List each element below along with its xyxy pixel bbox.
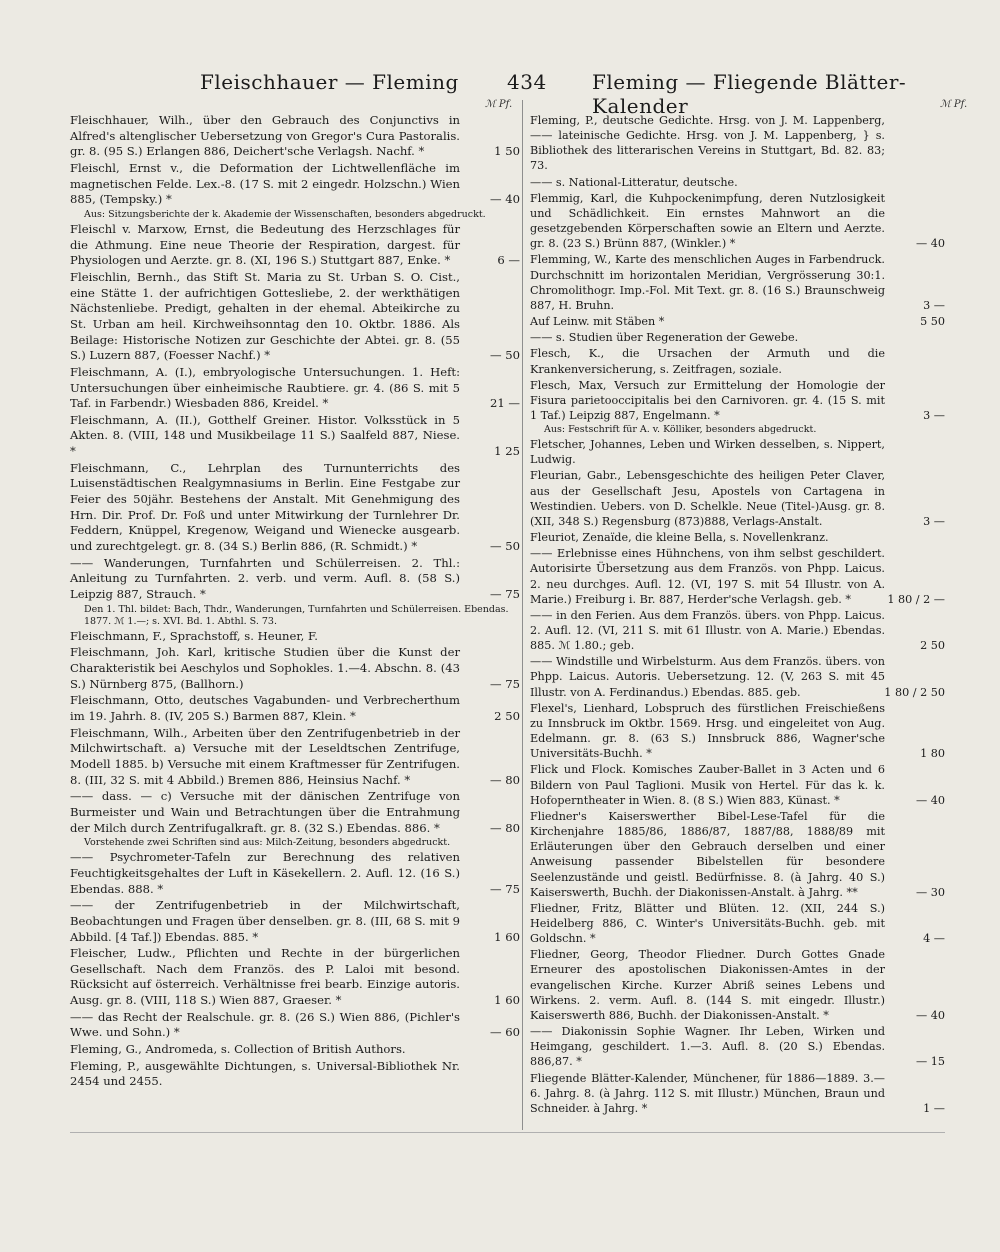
entry-text: Fleischmann, Wilh., Arbeiten über den Zentrifugenbetrieb in der Milchwirtschaft. a) Versuche mit der Leseldtschen Zentrifuge, Modell 1885. b) Versuche mit einem Kraftmesser für Zentrifugen. 8. (III, 32 S. mit 4 Abbild.) Bremen 886, Heinsius Nachf. * bbox=[70, 725, 460, 787]
entry-price: — 75 bbox=[489, 881, 520, 896]
entry-text: Flesch, K., die Ursachen der Armuth und die Krankenversicherung, s. Zeitfragen, soziale. bbox=[530, 347, 885, 376]
entry-text: Flesch, Max, Versuch zur Ermittelung der Homologie der Fisura parietooccipitalis bei den Carnivoren. gr. 4. (15 S. mit 1 Taf.) Leipzig 887, Engelmann. * bbox=[530, 378, 885, 422]
catalog-entry bbox=[530, 346, 945, 376]
entry-price: 1 60 bbox=[494, 929, 520, 944]
entry-price: — 50 bbox=[489, 348, 520, 363]
catalog-entry bbox=[530, 762, 945, 807]
catalog-entry bbox=[530, 1024, 945, 1069]
entry-price: 3 — bbox=[923, 514, 945, 528]
entry-price: — 60 bbox=[489, 1025, 520, 1040]
entry-text: Fleischhauer, Wilh., über den Gebrauch des Conjunctivs in Alfred's altenglischer Uebersetzung von Gregor's Cura Pastoralis. gr. 8. (95 S.) Erlangen 886, Deichert'sche Verlagsh. Nachf. * bbox=[70, 113, 460, 159]
entry-text: Fleischmann, C., Lehrplan des Turnunterrichts des Luisenstädtischen Realgymnasiums in Berlin. Eine Festgabe zur Feier des 50jähr. Bestehens der Anstalt. Mit Genehmigung des Hrn. Dir. Prof. Dr. Foß und unter Mitwirkung der Turnlehrer Dr. Feddern, Knüppel, Kregenow, Weigand und Wienecke ausgearb. und zurechtgelegt. gr. 8. (34 S.) Berlin 886, (R. Schmidt.) * bbox=[70, 460, 460, 554]
currency-header-left: ℳ Pf. bbox=[485, 99, 513, 110]
page-number: 434 bbox=[507, 70, 547, 94]
entry-text: Fleischer, Ludw., Pflichten und Rechte in der bürgerlichen Gesellschaft. Nach dem Französ. des P. Laloi mit besond. Rücksicht auf österreich. Verhältnisse frei bearb. Einzige autoris. Ausg. gr. 8. (VIII, 118 S.) Wien 887, Graeser. * bbox=[70, 946, 460, 1008]
entry-text: Fleischmann, A. (I.), embryologische Untersuchungen. 1. Heft: Untersuchungen über einheimische Raubtiere. gr. 4. (86 S. mit 5 Taf. in Farbendr.) Wiesbaden 886, Kreidel. * bbox=[70, 364, 460, 411]
entry-note bbox=[530, 424, 945, 436]
catalog-entry bbox=[530, 809, 945, 900]
footer-rule bbox=[70, 1132, 945, 1133]
entry-text: Fletscher, Johannes, Leben und Wirken desselben, s. Nippert, Ludwig. bbox=[530, 438, 885, 467]
entry-text: —— Diakonissin Sophie Wagner. Ihr Leben, Wirken und Heimgang, geschildert. 1.—3. Aufl. 8. (20 S.) Ebendas. 886,87. * bbox=[530, 1025, 885, 1069]
entry-price: 5 50 bbox=[920, 315, 945, 329]
catalog-entry bbox=[70, 556, 520, 603]
column-divider bbox=[522, 100, 523, 1130]
catalog-entry bbox=[530, 468, 945, 529]
entry-text: Fleischmann, F., Sprachstoff, s. Heuner, F. bbox=[70, 628, 318, 643]
entry-price: 21 — bbox=[489, 396, 520, 411]
catalog-entry bbox=[70, 113, 520, 160]
entry-text: Fleischmann, Otto, deutsches Vagabunden- und Verbrecherthum im 19. Jahrh. 8. (IV, 205 S.) Barmen 887, Klein. * bbox=[70, 693, 460, 723]
catalog-entry bbox=[70, 946, 520, 1009]
catalog-entry bbox=[70, 645, 520, 692]
entry-text: Fleming, G., Andromeda, s. Collection of British Authors. bbox=[70, 1042, 406, 1057]
catalog-entry bbox=[70, 461, 520, 555]
entry-price: — 40 bbox=[916, 793, 945, 807]
entry-price: 2 50 bbox=[494, 708, 520, 723]
catalog-entry bbox=[70, 161, 520, 208]
entry-text: Aus: Festschrift für A. v. Kölliker, besonders abgedruckt. bbox=[544, 424, 817, 436]
catalog-entry bbox=[530, 437, 945, 467]
entry-text: —— Psychrometer-Tafeln zur Berechnung des relativen Feuchtigkeitsgehaltes der Luft in Käsekellern. 2. Aufl. 12. (16 S.) Ebendas. 888. * bbox=[70, 850, 460, 896]
catalog-entry bbox=[70, 365, 520, 412]
entry-text: Fleischl, Ernst v., die Deformation der Lichtwellenfläche im magnetischen Felde. Lex.-8. (17 S. mit 2 eingedr. Holzschn.) Wien 885, (Tempsky.) * bbox=[70, 160, 460, 207]
entry-text: Fliedner, Georg, Theodor Fliedner. Durch Gottes Gnade Erneurer des apostolischen Diakonissen-Amtes in der evangelischen Kirche. Kurzer Abriß seines Lebens und Wirkens. 2. verm. Aufl. 8. (144 S. mit eingedr. Illustr.) Kaiserswerth 886, Buchh. der Diakonissen-Anstalt. * bbox=[530, 948, 885, 1022]
entry-text: —— in den Ferien. Aus dem Französ. übers. von Phpp. Laicus. 2. Aufl. 12. (VI, 211 S. mit 61 Illustr. von A. Marie.) Ebendas. 885. ℳ 1.80.; geb. bbox=[530, 608, 885, 653]
entry-text: Auf Leinw. mit Stäben * bbox=[530, 315, 665, 329]
catalog-entry bbox=[70, 898, 520, 945]
entry-text: Fleischmann, A. (II.), Gotthelf Greiner. Histor. Volksstück in 5 Akten. 8. (VIII, 148 und Musikbeilage 11 S.) Saalfeld 887, Niese. * bbox=[70, 412, 460, 459]
entry-price: — 50 bbox=[489, 539, 520, 554]
entry-note bbox=[70, 209, 520, 221]
currency-header-right: ℳ Pf. bbox=[940, 99, 968, 110]
catalog-entry bbox=[530, 314, 945, 329]
entry-price: 3 — bbox=[923, 408, 945, 422]
catalog-entry bbox=[70, 1059, 520, 1090]
entry-price: 3 — bbox=[923, 298, 945, 312]
entry-text: —— das Recht der Realschule. gr. 8. (26 S.) Wien 886, (Pichler's Wwe. und Sohn.) * bbox=[70, 1009, 460, 1040]
running-head-left: Fleischhauer — Fleming bbox=[200, 70, 459, 94]
entry-price: 1 — bbox=[923, 1101, 945, 1115]
entry-price: 4 — bbox=[923, 932, 945, 946]
catalog-entry bbox=[530, 175, 945, 190]
catalog-entry bbox=[530, 113, 945, 174]
left-column bbox=[70, 113, 520, 1091]
catalog-entry bbox=[70, 413, 520, 460]
catalog-entry bbox=[530, 1071, 945, 1116]
entry-note bbox=[70, 604, 520, 628]
catalog-entry bbox=[530, 654, 945, 699]
entry-text: —— der Zentrifugenbetrieb in der Milchwirtschaft, Beobachtungen und Fragen über denselben. gr. 8. (III, 68 S. mit 9 Abbild. [4 Taf.]) Ebendas. 885. * bbox=[70, 898, 460, 944]
entry-text: Fleischlin, Bernh., das Stift St. Maria zu St. Urban S. O. Cist., eine Stätte 1. der aufrichtigen Gottesliebe, 2. der werkthätigen Nächstenliebe. Predigt, gehalten in der ehemal. Abteikirche zu St. Urban am heil. Kirchweihsonntag den 10. Oktbr. 1886. Als Beilage: Historische Notizen zur Geschichte der Abtei. gr. 8. (55 S.) Luzern 887, (Foesser Nachf.) * bbox=[70, 269, 460, 363]
running-head-right: Fleming — Fliegende Blätter-Kalender bbox=[592, 70, 907, 118]
catalog-entry bbox=[70, 1042, 520, 1058]
entry-price: — 40 bbox=[916, 237, 945, 251]
entry-price: — 15 bbox=[916, 1055, 945, 1069]
catalog-entry bbox=[530, 608, 945, 653]
entry-text: —— dass. — c) Versuche mit der dänischen Zentrifuge von Burmeister und Wain und Betrachtungen über die Entrahmung der Milch durch Zentrifugalkraft. gr. 8. (32 S.) Ebendas. 886. * bbox=[70, 789, 460, 835]
catalog-entry bbox=[530, 252, 945, 313]
entry-text: Fleischmann, Joh. Karl, kritische Studien über die Kunst der Charakteristik bei Aeschylos und Sophokles. 1.—4. Abschn. 8. (43 S.) Nürnberg 875, (Ballhorn.) bbox=[70, 645, 460, 691]
entry-text: Fliedner, Fritz, Blätter und Blüten. 12. (XII, 244 S.) Heidelberg 886, C. Winter's Universitäts-Buchh. geb. mit Goldschn. * bbox=[530, 901, 885, 946]
catalog-entry bbox=[530, 191, 945, 252]
entry-price: — 80 bbox=[489, 772, 520, 787]
entry-text: —— Wanderungen, Turnfahrten und Schülerreisen. 2. Thl.: Anleitung zu Turnfahrten. 2. verb. und verm. Aufl. 8. (58 S.) Leipzig 887, Strauch. * bbox=[70, 555, 460, 602]
entry-text: Fleming, P., ausgewählte Dichtungen, s. Universal-Bibliothek Nr. 2454 und 2455. bbox=[70, 1058, 460, 1089]
entry-text: Vorstehende zwei Schriften sind aus: Milch-Zeitung, besonders abgedruckt. bbox=[84, 837, 451, 849]
entry-price: — 80 bbox=[489, 820, 520, 835]
entry-note bbox=[70, 837, 520, 849]
entry-text: Flemming, W., Karte des menschlichen Auges in Farbendruck. Durchschnitt im horizontalen Meridian, Vergrösserung 30:1. Chromolithogr. Imp.-Fol. Mit Text. gr. 8. (16 S.) Braunschweig 887, H. Bruhn. bbox=[530, 253, 885, 312]
catalog-entry bbox=[70, 270, 520, 364]
catalog-entry bbox=[530, 378, 945, 423]
entry-text: Flick und Flock. Komisches Zauber-Ballet in 3 Acten und 6 Bildern von Paul Taglioni. Musik von Hertel. Für das k. k. Hofoperntheater in Wien. 8. (8 S.) Wien 883, Künast. * bbox=[530, 763, 885, 807]
entry-price: 6 — bbox=[497, 253, 520, 268]
entry-text: Fleurian, Gabr., Lebensgeschichte des heiligen Peter Claver, aus der Gesellschaft Jesu, Apostels von Cartagena in Westindien. Uebers. von D. Schelkle. Neue (Titel-)Ausg. gr. 8. (XII, 348 S.) Regensburg (873)888, Verlags-Anstalt. bbox=[530, 469, 885, 528]
right-column bbox=[530, 113, 945, 1117]
entry-price: — 30 bbox=[916, 885, 945, 899]
catalog-entry bbox=[530, 546, 945, 607]
entry-text: Fliegende Blätter-Kalender, Münchener, für 1886—1889. 3.—6. Jahrg. 8. (à Jahrg. 112 S. mit Illustr.) München, Braun und Schneider. à Jahrg. * bbox=[530, 1071, 885, 1115]
catalog-entry bbox=[530, 330, 945, 345]
catalog-entry bbox=[530, 901, 945, 946]
entry-price: 1 80 bbox=[920, 747, 945, 761]
entry-price: 1 25 bbox=[494, 444, 520, 459]
catalog-entry bbox=[70, 789, 520, 836]
catalog-entry bbox=[70, 850, 520, 897]
catalog-entry bbox=[530, 701, 945, 762]
entry-price: — 40 bbox=[489, 192, 520, 207]
catalog-entry bbox=[70, 1010, 520, 1041]
entry-text: —— Erlebnisse eines Hühnchens, von ihm selbst geschildert. Autorisirte Übersetzung aus dem Französ. von Phpp. Laicus. 2. neu durchges. Aufl. 12. (VI, 197 S. mit 54 Illustr. von A. Marie.) Freiburg i. Br. 887, Herder'sche Verlagsh. geb. * bbox=[530, 547, 885, 606]
catalog-entry bbox=[70, 726, 520, 789]
entry-price: — 75 bbox=[489, 587, 520, 602]
catalog-entry bbox=[530, 947, 945, 1023]
entry-text: —— Windstille und Wirbelsturm. Aus dem Französ. übers. von Phpp. Laicus. Autoris. Uebersetzung. 12. (V, 263 S. mit 45 Illustr. von A. Ferdinandus.) Ebendas. 885. geb. bbox=[530, 655, 885, 699]
catalog-entry bbox=[530, 530, 945, 545]
entry-price: 1 80 / 2 50 bbox=[884, 685, 945, 699]
entry-text: Flexel's, Lienhard, Lobspruch des fürstlichen Freischießens zu Innsbruck im Oktbr. 1569. Hrsg. und eingeleitet von Aug. Edelmann. gr. 8. (63 S.) Innsbruck 886, Wagner'sche Universitäts-Buchh. * bbox=[530, 701, 885, 761]
entry-price: 1 80 / 2 — bbox=[887, 592, 945, 606]
entry-price: 2 50 bbox=[920, 639, 945, 653]
entry-price: — 40 bbox=[916, 1008, 945, 1022]
entry-text: Aus: Sitzungsberichte der k. Akademie der Wissenschaften, besonders abgedruckt. bbox=[84, 208, 486, 220]
entry-price: — 75 bbox=[489, 676, 520, 691]
entry-price: 1 50 bbox=[494, 144, 520, 159]
entry-text: —— s. National-Litteratur, deutsche. bbox=[530, 175, 738, 189]
entry-text: Fleischl v. Marxow, Ernst, die Bedeutung des Herzschlages für die Athmung. Eine neue Theorie der Respiration, dargest. für Physiologen und Aerzte. gr. 8. (XI, 196 S.) Stuttgart 887, Enke. * bbox=[70, 221, 460, 268]
catalog-entry bbox=[70, 222, 520, 269]
entry-text: Den 1. Thl. bildet: Bach, Thdr., Wanderungen, Turnfahrten und Schülerreisen. Ebendas. 1877. ℳ 1.—; s. XVI. Bd. 1. Abthl. S. 73. bbox=[84, 603, 509, 627]
entry-text: Flemmig, Karl, die Kuhpockenimpfung, deren Nutzlosigkeit und Schädlichkeit. Ein ernstes Mahnwort an die gesetzgebenden Körperschaften sowie an Eltern und Aerzte. gr. 8. (23 S.) Brünn 887, (Winkler.) * bbox=[530, 191, 885, 251]
entry-price: 1 60 bbox=[494, 993, 520, 1008]
catalog-entry bbox=[70, 629, 520, 645]
entry-text: Fleuriot, Zenaïde, die kleine Bella, s. Novellenkranz. bbox=[530, 531, 829, 545]
entry-text: Fliedner's Kaiserswerther Bibel-Lese-Tafel für die Kirchenjahre 1885/86, 1886/87, 1887/88, 1888/89 mit Erläuterungen über den Gebrauch derselben und einer Anweisung passender Bibelstellen für besondere Seelenzustände und geistl. Bedürfnisse. 8. (à Jahrg. 40 S.) Kaiserswerth, Buchh. der Diakonissen-Anstalt. à Jahrg. ** bbox=[530, 809, 885, 899]
catalog-entry bbox=[70, 693, 520, 724]
entry-text: Fleming, P., deutsche Gedichte. Hrsg. von J. M. Lappenberg, —— lateinische Gedichte. Hrsg. von J. M. Lappenberg, } s. Bibliothek des litterarischen Vereins in Stuttgart, Bd. 82. 83; 73. bbox=[530, 114, 885, 173]
entry-text: —— s. Studien über Regeneration der Gewebe. bbox=[530, 331, 799, 345]
